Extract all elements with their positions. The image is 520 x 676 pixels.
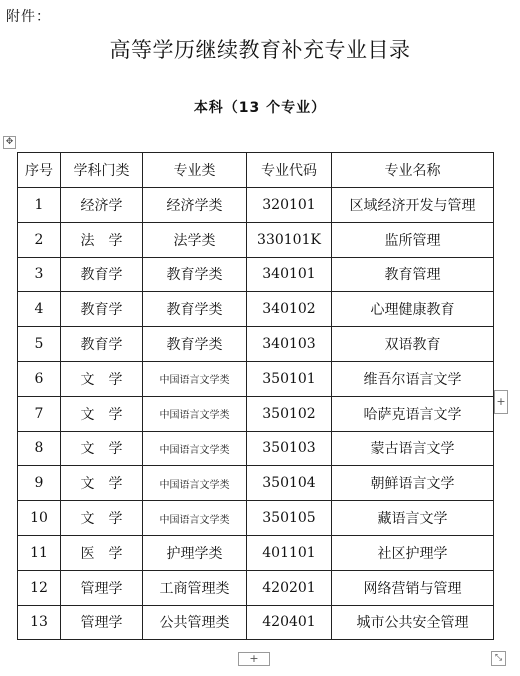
cell-serial: 10	[18, 501, 61, 536]
cell-serial: 11	[18, 535, 61, 570]
cell-serial: 7	[18, 396, 61, 431]
cell-discipline: 管理学	[61, 570, 143, 605]
cell-discipline: 教育学	[61, 257, 143, 292]
cell-major-code: 420201	[247, 570, 332, 605]
table-row	[18, 222, 494, 257]
add-row-icon[interactable]: +	[238, 652, 270, 666]
cell-major-code: 350105	[247, 501, 332, 536]
table-row	[18, 535, 494, 570]
document-title: 高等学历继续教育补充专业目录	[109, 38, 411, 62]
cell-major-class: 教育学类	[143, 257, 247, 292]
table-row	[18, 188, 494, 223]
cell-major-name: 教育管理	[332, 257, 494, 292]
cell-discipline: 文 学	[61, 396, 143, 431]
cell-major-name: 蒙古语言文学	[332, 431, 494, 466]
cell-discipline: 文 学	[61, 501, 143, 536]
cell-major-name: 心理健康教育	[332, 292, 494, 327]
cell-major-class: 公共管理类	[143, 605, 247, 640]
cell-major-code: 320101	[247, 188, 332, 223]
attachment-label: 附件：	[6, 9, 51, 25]
cell-major-name: 区域经济开发与管理	[332, 188, 494, 223]
cell-serial: 6	[18, 361, 61, 396]
cell-major-class: 护理学类	[143, 535, 247, 570]
cell-major-class: 教育学类	[143, 327, 247, 362]
table-row	[18, 466, 494, 501]
cell-major-class: 法学类	[143, 222, 247, 257]
header-discipline: 学科门类	[61, 153, 143, 188]
cell-serial: 9	[18, 466, 61, 501]
table-row	[18, 501, 494, 536]
cell-serial: 8	[18, 431, 61, 466]
cell-major-code: 420401	[247, 605, 332, 640]
table-row	[18, 292, 494, 327]
header-serial: 序号	[18, 153, 61, 188]
table-header-row	[18, 153, 494, 188]
add-column-icon[interactable]: +	[494, 390, 508, 414]
cell-major-name: 社区护理学	[332, 535, 494, 570]
cell-major-class: 经济学类	[143, 188, 247, 223]
table-row	[18, 396, 494, 431]
table-row	[18, 570, 494, 605]
cell-serial: 5	[18, 327, 61, 362]
cell-major-code: 401101	[247, 535, 332, 570]
cell-major-name: 藏语言文学	[332, 501, 494, 536]
move-icon[interactable]: ✥	[3, 136, 16, 149]
cell-discipline: 法 学	[61, 222, 143, 257]
header-major-name: 专业名称	[332, 153, 494, 188]
section-subtitle: 本科（13 个专业）	[193, 100, 327, 116]
table-row	[18, 257, 494, 292]
cell-serial: 1	[18, 188, 61, 223]
cell-discipline: 文 学	[61, 466, 143, 501]
cell-discipline: 医 学	[61, 535, 143, 570]
cell-serial: 4	[18, 292, 61, 327]
header-major-class: 专业类	[143, 153, 247, 188]
cell-discipline: 文 学	[61, 361, 143, 396]
cell-major-code: 350102	[247, 396, 332, 431]
cell-major-class: 中国语言文学类	[143, 501, 247, 536]
cell-discipline: 教育学	[61, 327, 143, 362]
cell-major-name: 城市公共安全管理	[332, 605, 494, 640]
cell-serial: 12	[18, 570, 61, 605]
cell-major-code: 340101	[247, 257, 332, 292]
cell-major-name: 哈萨克语言文学	[332, 396, 494, 431]
cell-discipline: 文 学	[61, 431, 143, 466]
cell-major-class: 中国语言文学类	[143, 466, 247, 501]
cell-serial: 3	[18, 257, 61, 292]
cell-major-code: 340102	[247, 292, 332, 327]
cell-discipline: 管理学	[61, 605, 143, 640]
majors-table	[17, 152, 494, 640]
cell-major-code: 350103	[247, 431, 332, 466]
cell-major-name: 维吾尔语言文学	[332, 361, 494, 396]
cell-major-name: 监所管理	[332, 222, 494, 257]
header-major-code: 专业代码	[247, 153, 332, 188]
table-row	[18, 327, 494, 362]
cell-major-name: 朝鲜语言文学	[332, 466, 494, 501]
cell-major-code: 330101K	[247, 222, 332, 257]
cell-major-code: 350101	[247, 361, 332, 396]
table-row	[18, 605, 494, 640]
cell-major-class: 中国语言文学类	[143, 396, 247, 431]
resize-icon[interactable]: ⤡	[491, 651, 506, 666]
cell-major-name: 网络营销与管理	[332, 570, 494, 605]
cell-major-class: 中国语言文学类	[143, 431, 247, 466]
table-row	[18, 361, 494, 396]
cell-major-class: 工商管理类	[143, 570, 247, 605]
cell-major-class: 中国语言文学类	[143, 361, 247, 396]
cell-major-class: 教育学类	[143, 292, 247, 327]
cell-discipline: 经济学	[61, 188, 143, 223]
cell-serial: 2	[18, 222, 61, 257]
cell-major-code: 350104	[247, 466, 332, 501]
cell-major-name: 双语教育	[332, 327, 494, 362]
cell-discipline: 教育学	[61, 292, 143, 327]
cell-major-code: 340103	[247, 327, 332, 362]
table-row	[18, 431, 494, 466]
cell-serial: 13	[18, 605, 61, 640]
